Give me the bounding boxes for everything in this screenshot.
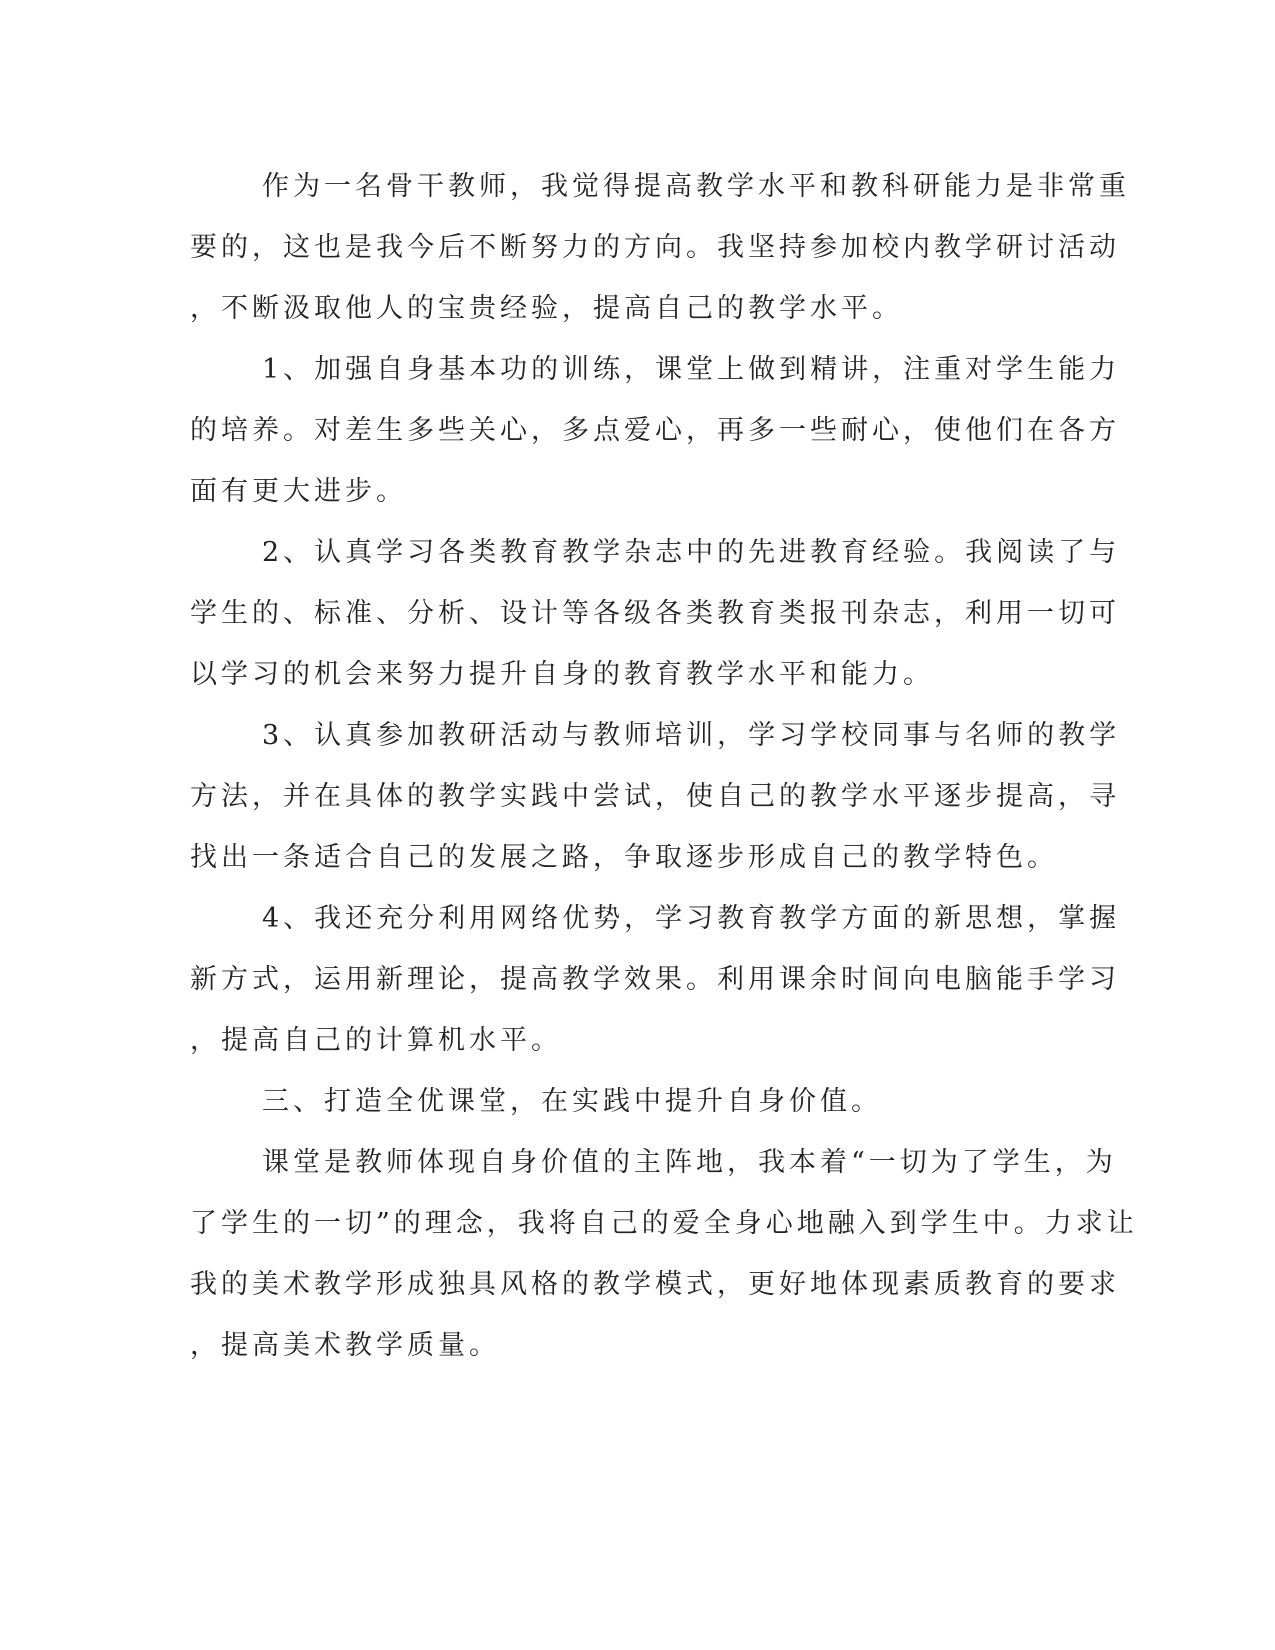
section-heading: 三、打造全优课堂，在实践中提升自身价值。 [262,1086,882,1117]
paragraph-3-line-2: 学生的、标准、分析、设计等各级各类教育类报刊杂志，利用一切可 [190,598,1120,629]
paragraph-1-line-1: 作为一名骨干教师，我觉得提高教学水平和教科研能力是非常重 [262,171,1130,202]
paragraph-2-line-1: 1、加强自身基本功的训练，课堂上做到精讲，注重对学生能力 [262,354,1121,385]
paragraph-3-line-3: 以学习的机会来努力提升自身的教育教学水平和能力。 [190,659,934,690]
paragraph-5-line-1: 4、我还充分利用网络优势，学习教育教学方面的新思想，掌握 [262,903,1121,934]
paragraph-1-line-3: ，不断汲取他人的宝贵经验，提高自己的教学水平。 [190,293,903,324]
paragraph-3-line-1: 2、认真学习各类教育教学杂志中的先进教育经验。我阅读了与 [262,537,1121,568]
paragraph-4-line-1: 3、认真参加教研活动与教师培训，学习学校同事与名师的教学 [262,720,1121,751]
paragraph-5-line-2: 新方式，运用新理论，提高教学效果。利用课余时间向电脑能手学习 [190,964,1120,995]
paragraph-4-line-3: 找出一条适合自己的发展之路，争取逐步形成自己的教学特色。 [190,842,1058,873]
paragraph-6-line-3: 我的美术教学形成独具风格的教学模式，更好地体现素质教育的要求 [190,1269,1120,1300]
paragraph-6-line-2: 了学生的一切”的理念，我将自己的爱全身心地融入到学生中。力求让 [190,1208,1138,1239]
paragraph-6-line-4: ，提高美术教学质量。 [190,1330,500,1361]
paragraph-2-line-2: 的培养。对差生多些关心，多点爱心，再多一些耐心，使他们在各方 [190,415,1120,446]
paragraph-2-line-3: 面有更大进步。 [190,476,407,507]
paragraph-6-line-1: 课堂是教师体现自身价值的主阵地，我本着“一切为了学生，为 [262,1147,1117,1178]
paragraph-5-line-3: ，提高自己的计算机水平。 [190,1025,562,1056]
paragraph-4-line-2: 方法，并在具体的教学实践中尝试，使自己的教学水平逐步提高，寻 [190,781,1120,812]
paragraph-1-line-2: 要的，这也是我今后不断努力的方向。我坚持参加校内教学研讨活动 [190,232,1120,263]
